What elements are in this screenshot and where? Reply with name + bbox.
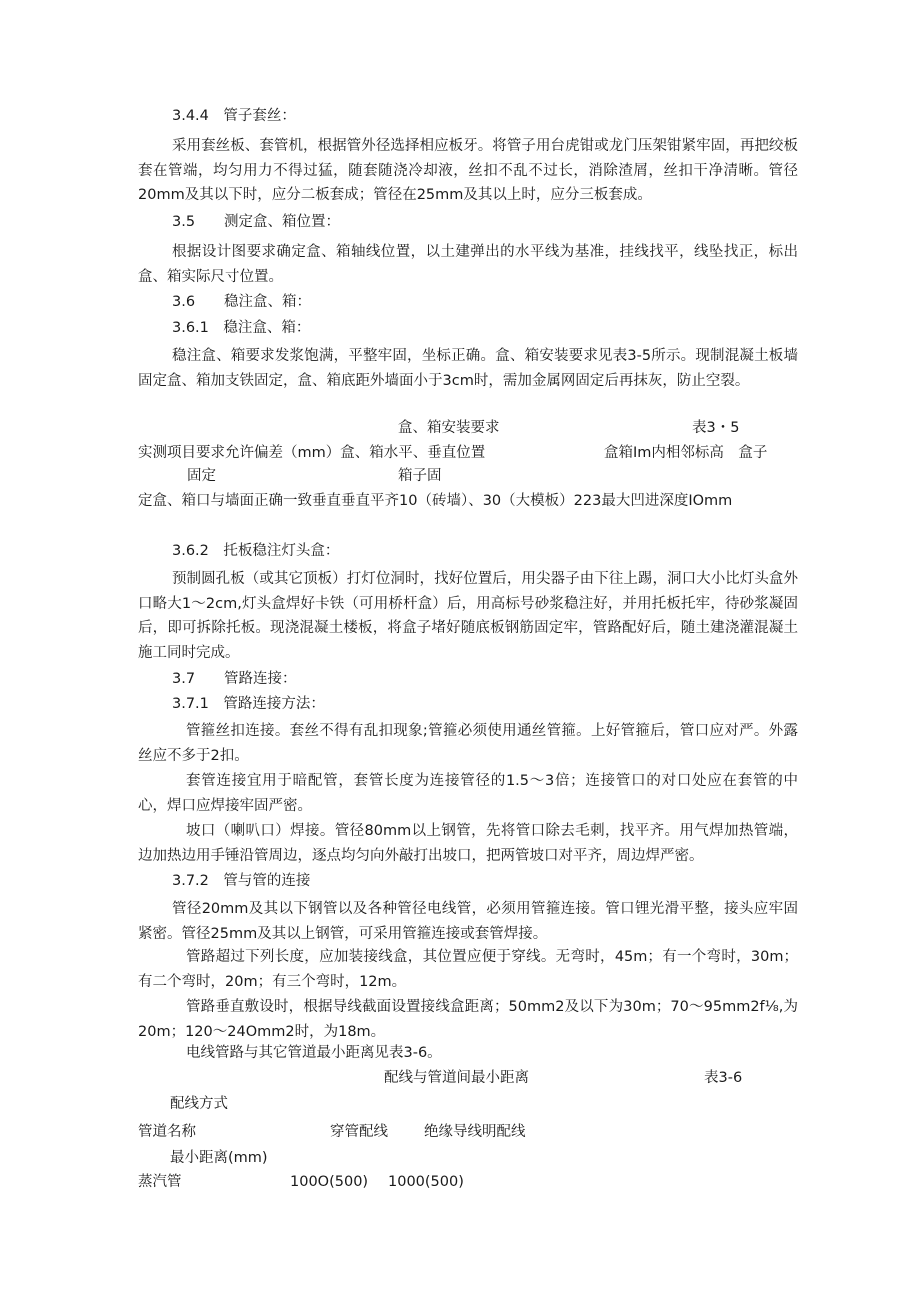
- table-3-6-row-steam-name: 蒸汽管: [138, 1174, 182, 1190]
- paragraph-box-install: 稳注盒、箱要求发浆饱满，平整牢固，坐标正确。盒、箱安装要求见表3-5所示。现制混凝土板墙固定盒、箱加支铁固定，盒、箱底距外墙面小于3cm时，需加金属网固定后再抹灰，防止空裂。: [138, 348, 798, 389]
- heading-3-4-4: 3.4.4 管子套丝：: [172, 108, 296, 124]
- heading-3-6: 3.6 稳注盒、箱：: [172, 294, 312, 310]
- paragraph-vertical-run: 管路垂直敷设时，根据导线截面设置接线盒距离；50mm2及以下为30m；70～95mm2f⅛,为20m；120～24Omm2时，为18m。: [138, 999, 798, 1040]
- table-3-6-number: 表3-6: [704, 1070, 743, 1086]
- table-3-5-number: 表3・5: [692, 420, 740, 436]
- paragraph-pull-box-length: 管路超过下列长度，应加装接线盒，其位置应便于穿线。无弯时，45m；有一个弯时，30m；有二个弯时，20m；有三个弯时，12m。: [138, 949, 798, 990]
- table-3-6-header-min-dist: 最小距离(mm): [170, 1150, 268, 1166]
- heading-3-7: 3.7 管路连接：: [172, 671, 297, 687]
- table-3-6-header-conduit: 穿管配线: [330, 1124, 388, 1140]
- table-3-6-header-open: 绝缘导线明配线: [424, 1124, 526, 1140]
- heading-3-6-2: 3.6.2 托板稳注灯头盒：: [172, 543, 340, 559]
- heading-3-7-2: 3.7.2 管与管的连接: [172, 873, 311, 889]
- table-3-5-row-2a: 固定: [187, 468, 216, 484]
- paragraph-box-position: 根据设计图要求确定盒、箱轴线位置，以土建弹出的水平线为基准，挂线找平，线坠找正，标出盒、箱实际尺寸位置。: [138, 244, 798, 285]
- table-3-5-row-2b: 箱子固: [398, 468, 442, 484]
- heading-3-7-1: 3.7.1 管路连接方法：: [172, 696, 325, 712]
- paragraph-bevel-weld: 坡口（喇叭口）焊接。管径80mm以上钢管，先将管口除去毛刺，找平齐。用气焊加热管端，边加热边用手锤沿管周边，逐点均匀向外敲打出坡口，把两管坡口对平齐，周边焊严密。: [138, 823, 798, 864]
- heading-3-5: 3.5 测定盒、箱位置：: [172, 214, 341, 230]
- paragraph-min-distance: 电线管路与其它管道最小距离见表3-6。: [186, 1045, 442, 1061]
- paragraph-pipe-joint: 管径20mm及其以下钢管以及各种管径电线管，必须用管箍连接。管口锂光滑平整，接头应牢固紧密。管径25mm及其以上钢管，可采用管箍连接或套管焊接。: [138, 901, 798, 942]
- table-3-6-header-pipe-name: 管道名称: [138, 1124, 196, 1140]
- paragraph-threading: 采用套丝板、套管机，根据管外径选择相应板牙。将管子用台虎钳或龙门压架钳紧牢固，再把绞板套在管端，均匀用力不得过猛，随套随浇冷却液，丝扣不乱不过长，消除渣屑，丝扣干净清晰。管径20mm及其以下时，应分二板套成；管径在25mm及其以上时，应分三板套成。: [138, 138, 798, 203]
- table-3-5-row-1a: 实测项目要求允许偏差（mm）盒、箱水平、垂直位置: [138, 445, 486, 461]
- table-3-6-row-steam-open: 1000(500): [388, 1174, 464, 1190]
- table-3-5-title: 盒、箱安装要求: [398, 420, 500, 436]
- paragraph-coupling: 管箍丝扣连接。套丝不得有乱扣现象;管箍必须使用通丝管箍。上好管箍后，管口应对严。外露丝应不多于2扣。: [138, 723, 798, 764]
- heading-3-6-1: 3.6.1 稳注盒、箱：: [172, 320, 311, 336]
- table-3-5-row-1b: 盒箱Im内相邻标高 盒子: [604, 445, 768, 461]
- table-3-5-row-3: 定盒、箱口与墙面正确一致垂直垂直平齐10（砖墙）、30（大模板）223最大凹进深度IOmm: [138, 493, 733, 509]
- table-3-6-title: 配线与管道间最小距离: [384, 1070, 529, 1086]
- table-3-6-row-steam-conduit: 100O(500): [290, 1174, 369, 1190]
- paragraph-sleeve: 套管连接宜用于暗配管，套管长度为连接管径的1.5～3倍；连接管口的对口处应在套管的中心，焊口应焊接牢固严密。: [138, 773, 798, 814]
- paragraph-lamp-box: 预制圆孔板（或其它顶板）打灯位洞时，找好位置后，用尖器子由下往上踢，洞口大小比灯头盒外口略大1～2cm,灯头盒焊好卡铁（可用桥杆盒）后，用高标号砂浆稳注好，并用托板托牢，待砂浆凝固后，即可拆除托板。现浇混凝土楼板，将盒子堵好随底板钢筋固定牢，管路配好后，随土建浇灌混凝土施工同时完成。: [138, 571, 798, 661]
- table-3-6-header-wiring: 配线方式: [170, 1096, 228, 1112]
